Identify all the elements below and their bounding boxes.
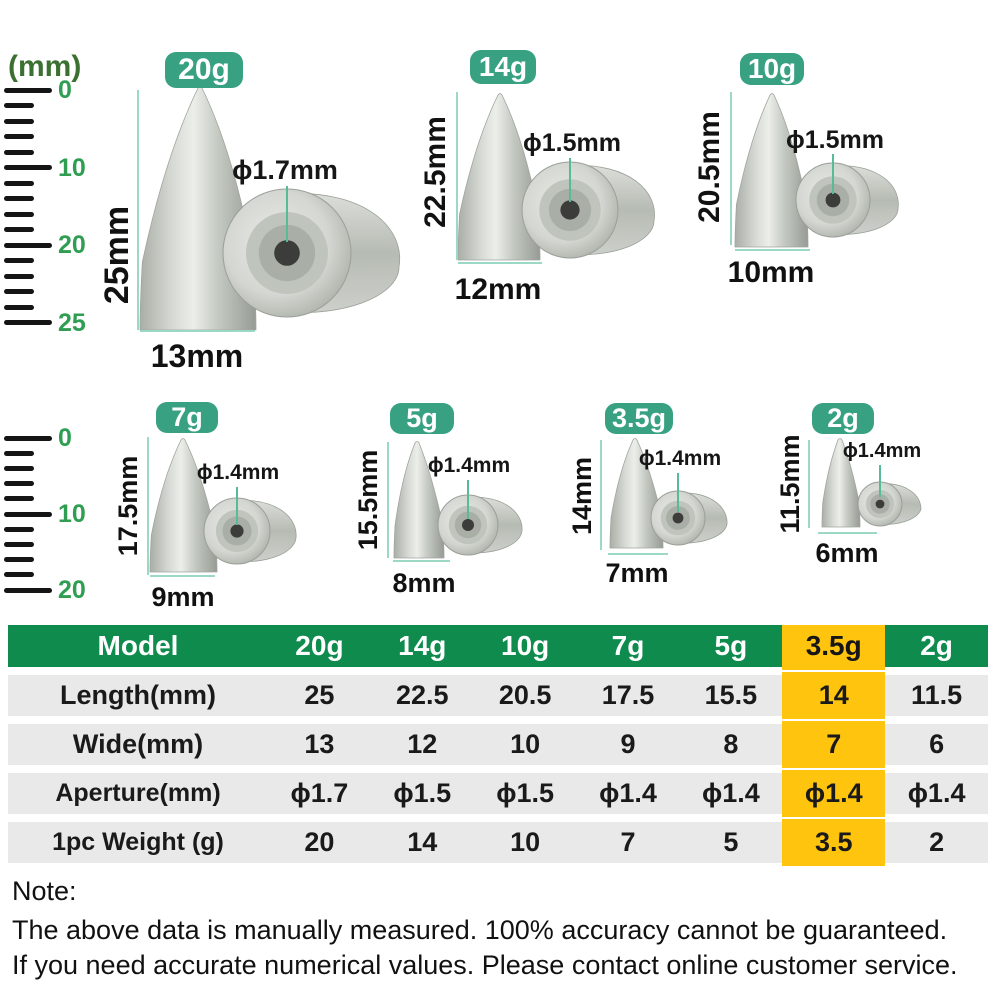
length-dimension-line xyxy=(456,92,458,260)
aperture-label: ϕ1.4mm xyxy=(196,461,280,484)
table-cell: 17.5 xyxy=(601,680,655,710)
ruler-tick xyxy=(4,436,52,441)
ruler-tick xyxy=(4,320,52,325)
table-cell: 20 xyxy=(304,827,335,857)
note-line: If you need accurate numerical values. Please contact online customer service. xyxy=(12,950,958,980)
width-dimension-line xyxy=(608,553,668,555)
ruler-tick-label: 20 xyxy=(58,576,86,604)
table-cell: 11.5 xyxy=(911,680,963,710)
length-dimension-line xyxy=(600,440,602,550)
table-cell: 8 xyxy=(723,729,739,759)
weight-figure-2g xyxy=(775,398,945,580)
aperture-label: ϕ1.4mm xyxy=(638,447,722,470)
table-cell: 10 xyxy=(510,729,541,759)
ruler-tick xyxy=(4,150,34,155)
table-cell: 20.5 xyxy=(498,680,552,710)
note-line: The above data is manually measured. 100% accuracy cannot be guaranteed. xyxy=(12,915,948,945)
table-header-cell: 2g xyxy=(920,630,953,661)
table-header-cell: 20g xyxy=(295,630,344,661)
table-cell: 25 xyxy=(304,680,335,710)
ruler-tick xyxy=(4,227,34,232)
table-cell: 3.5 xyxy=(782,822,885,863)
table-cell: 7 xyxy=(782,724,885,765)
ruler-tick xyxy=(4,496,34,501)
table-cell: 9 xyxy=(620,729,636,759)
ruler-tick-label: 10 xyxy=(58,500,86,528)
width-label: 7mm xyxy=(605,558,669,588)
weight-figure-3.5g xyxy=(565,398,745,590)
table-cell: 2 xyxy=(929,827,945,857)
table-cell: ϕ1.4 xyxy=(599,778,657,808)
ruler-tick xyxy=(4,119,34,124)
length-label: 17.5mm xyxy=(113,455,143,557)
ruler-tick-label: 25 xyxy=(58,308,86,337)
width-dimension-line xyxy=(150,575,215,577)
weight-badge: 14g xyxy=(470,50,536,84)
table-cell: ϕ1.4 xyxy=(701,778,760,808)
width-dimension-line xyxy=(393,560,450,562)
ruler-tick xyxy=(4,243,52,248)
table-cell: 12 xyxy=(407,729,438,759)
ruler-tick-label: 20 xyxy=(58,231,86,259)
ruler-tick xyxy=(4,88,52,93)
note-title: Note: xyxy=(12,876,77,906)
table-header-model: Model xyxy=(97,630,179,661)
weight-figure-5g xyxy=(350,398,535,598)
table-cell: 6 xyxy=(929,729,945,759)
table-cell: ϕ1.5 xyxy=(496,778,555,808)
width-label: 12mm xyxy=(454,273,542,306)
spec-table xyxy=(8,625,988,863)
width-label: 9mm xyxy=(151,582,215,612)
ruler-tick xyxy=(4,527,34,532)
ruler-tick xyxy=(4,451,34,456)
table-cell: 7 xyxy=(620,827,636,857)
table-header-row xyxy=(8,625,988,667)
ruler-tick xyxy=(4,305,34,310)
note xyxy=(12,876,958,981)
weight-badge: 20g xyxy=(165,52,243,88)
ruler-tick-label: 0 xyxy=(58,76,72,104)
width-label: 6mm xyxy=(815,538,879,568)
table-row xyxy=(8,822,988,863)
length-dimension-line xyxy=(147,437,149,575)
weight-figure-14g xyxy=(420,45,700,310)
table-row xyxy=(8,675,988,716)
sinker-illustration xyxy=(420,45,700,310)
width-dimension-line xyxy=(458,262,542,264)
table-header-cell: 3.5g xyxy=(782,625,885,667)
width-label: 10mm xyxy=(727,256,815,289)
table-cell: 15.5 xyxy=(704,680,758,710)
ruler-tick xyxy=(4,481,34,486)
table-cell: 14 xyxy=(407,827,438,857)
ruler-tick xyxy=(4,181,34,186)
ruler-tick xyxy=(4,258,34,263)
width-dimension-line xyxy=(735,249,810,251)
aperture-label: ϕ1.7mm xyxy=(232,155,338,185)
ruler-tick-label: 10 xyxy=(58,153,86,182)
ruler-tick xyxy=(4,289,34,294)
ruler-tick-label: 0 xyxy=(58,424,72,452)
table-cell: ϕ1.5 xyxy=(393,778,452,808)
ruler-tick xyxy=(4,466,34,471)
ruler-tick xyxy=(4,512,52,517)
weight-badge: 5g xyxy=(390,403,454,434)
ruler-tick xyxy=(4,542,34,547)
table-cell: 14 xyxy=(782,675,885,716)
unit-label: (mm) xyxy=(8,50,82,83)
aperture-label: ϕ1.4mm xyxy=(427,454,511,477)
table-header-cell: 7g xyxy=(611,630,645,661)
ruler-tick xyxy=(4,557,34,562)
table-header-cell: 5g xyxy=(714,630,748,661)
length-label: 20.5mm xyxy=(693,111,726,223)
length-label: 15.5mm xyxy=(353,449,383,551)
weight-figure-10g xyxy=(690,45,990,290)
length-dimension-line xyxy=(730,92,732,245)
length-label: 14mm xyxy=(567,456,597,536)
length-dimension-line xyxy=(387,442,389,558)
table-cell: 5 xyxy=(723,827,739,857)
aperture-label: ϕ1.5mm xyxy=(523,129,621,157)
table-cell: ϕ1.4 xyxy=(782,773,885,814)
ruler-tick xyxy=(4,212,34,217)
ruler-tick xyxy=(4,165,52,170)
table-cell: 10 xyxy=(510,827,541,857)
ruler-tick xyxy=(4,588,52,593)
table-row-label: Length(mm) xyxy=(60,680,216,710)
table-row xyxy=(8,773,988,814)
length-label: 25mm xyxy=(98,205,136,305)
weight-badge: 2g xyxy=(812,403,874,434)
ruler-tick xyxy=(4,274,34,279)
table-cell: ϕ1.7 xyxy=(290,778,349,808)
width-dimension-line xyxy=(140,330,255,332)
table-row xyxy=(8,724,988,765)
ruler-tick xyxy=(4,134,34,139)
table-row-label: 1pc Weight (g) xyxy=(52,828,224,856)
width-dimension-line xyxy=(818,532,877,534)
length-dimension-line xyxy=(808,440,810,528)
length-label: 22.5mm xyxy=(419,116,452,228)
length-label: 11.5mm xyxy=(775,434,805,534)
table-header-cell: 14g xyxy=(398,630,447,661)
length-dimension-line xyxy=(137,90,139,330)
table-cell: ϕ1.4 xyxy=(907,778,966,808)
weight-badge: 7g xyxy=(156,402,218,433)
sinker-illustration xyxy=(690,45,990,290)
weight-figure-20g xyxy=(95,45,410,374)
aperture-label: ϕ1.5mm xyxy=(786,126,884,154)
width-label: 8mm xyxy=(392,568,456,598)
sinker-illustration xyxy=(95,45,410,370)
weight-badge: 3.5g xyxy=(605,403,673,434)
aperture-label: ϕ1.4mm xyxy=(842,440,922,462)
ruler-tick xyxy=(4,103,34,108)
ruler-tick xyxy=(4,572,34,577)
table-row-label: Wide(mm) xyxy=(72,729,204,759)
table-cell: 13 xyxy=(304,729,335,759)
table-cell: 22.5 xyxy=(396,680,449,710)
weight-badge: 10g xyxy=(740,53,804,85)
ruler-tick xyxy=(4,196,34,201)
weight-figure-7g xyxy=(110,398,310,610)
width-label: 13mm xyxy=(150,338,244,374)
table-row-label: Aperture(mm) xyxy=(55,779,221,807)
table-header-cell: 10g xyxy=(501,630,550,661)
